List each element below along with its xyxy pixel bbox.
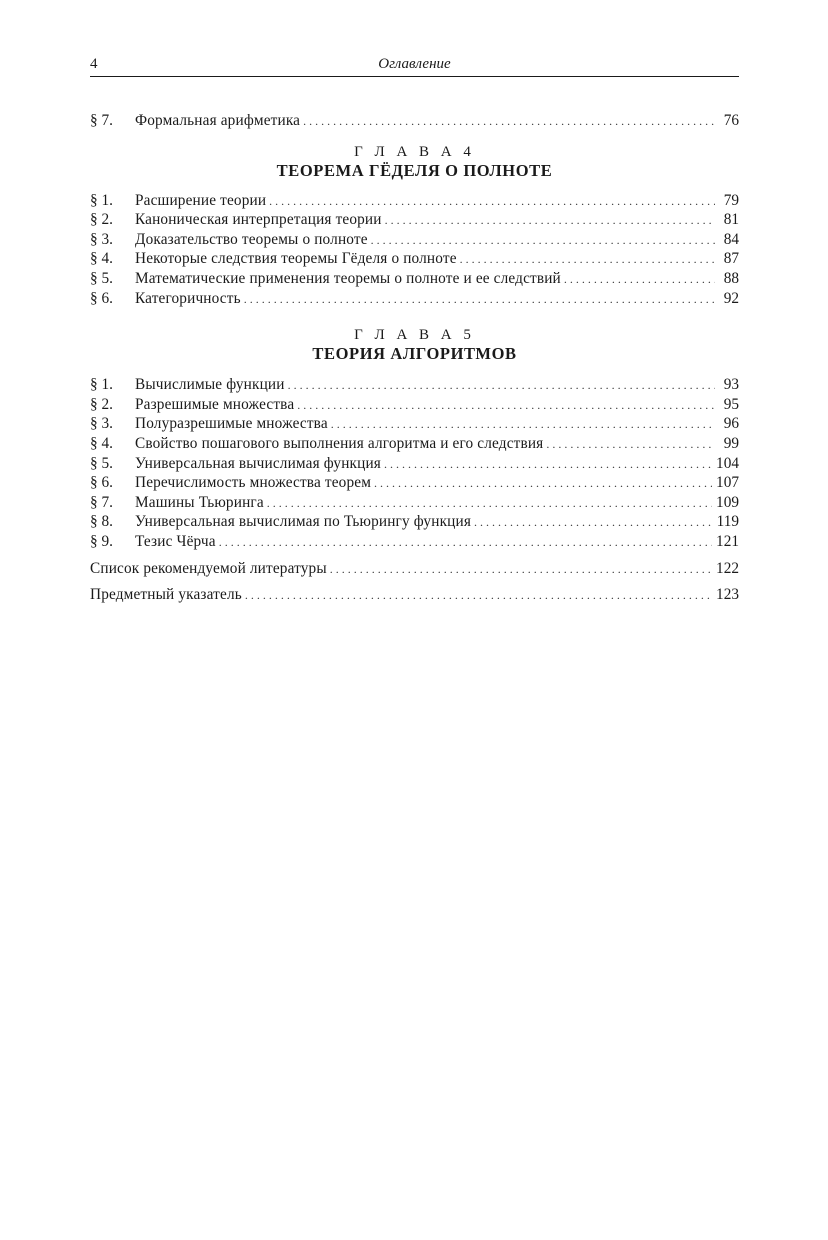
entry-page: 81 bbox=[723, 211, 739, 229]
toc-entry bbox=[90, 473, 739, 493]
entry-title: Математические применения теоремы о полноте и ее следствий bbox=[135, 269, 561, 287]
toc-entry bbox=[90, 454, 739, 474]
toc-entry bbox=[90, 191, 739, 211]
section-number: § 5. bbox=[90, 269, 113, 287]
entry-title: Универсальная вычислимая функция bbox=[135, 454, 381, 472]
dot-leader bbox=[384, 455, 712, 475]
toc-entry bbox=[90, 434, 739, 454]
entry-title: Некоторые следствия теоремы Гёделя о полноте bbox=[135, 250, 457, 268]
toc-entry bbox=[90, 512, 739, 532]
dot-leader bbox=[474, 513, 713, 533]
entry-page: 107 bbox=[716, 474, 739, 492]
running-head bbox=[90, 52, 739, 77]
toc-entry bbox=[90, 532, 739, 552]
dot-leader bbox=[245, 586, 712, 606]
toc-entry bbox=[90, 375, 739, 395]
entry-page: 96 bbox=[723, 415, 739, 433]
entry-title: Формальная арифметика bbox=[135, 112, 301, 129]
entry-page: 87 bbox=[723, 250, 739, 268]
entry-title: Список рекомендуемой литературы bbox=[90, 559, 327, 577]
section-number: § 7. bbox=[90, 493, 113, 511]
toc-entry-index bbox=[90, 585, 739, 605]
entry-title: Универсальная вычислимая по Тьюрингу функция bbox=[135, 513, 472, 531]
dot-leader bbox=[330, 560, 712, 580]
entry-page: 95 bbox=[723, 395, 739, 413]
chapter-4 bbox=[90, 143, 739, 309]
section-number: § 1. bbox=[90, 376, 113, 394]
dot-leader bbox=[297, 396, 715, 416]
entry-page: 122 bbox=[716, 559, 739, 577]
dot-leader bbox=[303, 112, 715, 132]
entry-page: 109 bbox=[716, 493, 739, 511]
dot-leader bbox=[219, 533, 712, 553]
entry-title: Полуразрешимые множества bbox=[135, 415, 328, 433]
dot-leader bbox=[460, 250, 715, 270]
toc-entry bbox=[90, 493, 739, 513]
entry-title: Перечислимость множества теорем bbox=[135, 474, 372, 492]
entry-page: 88 bbox=[723, 269, 739, 287]
dot-leader bbox=[564, 270, 715, 290]
entry-title: Предметный указатель bbox=[90, 586, 242, 604]
entry-page: 104 bbox=[716, 454, 739, 472]
section-number: § 6. bbox=[90, 474, 113, 492]
section-number: § 1. bbox=[90, 191, 113, 209]
page-number: 4 bbox=[90, 56, 98, 72]
toc-entry bbox=[90, 395, 739, 415]
section-number: § 5. bbox=[90, 454, 113, 472]
section-number: § 9. bbox=[90, 532, 113, 550]
entry-page: 121 bbox=[716, 532, 739, 550]
dot-leader bbox=[269, 192, 715, 212]
entry-page: 119 bbox=[716, 513, 739, 531]
chapter-label: Г Л А В А 5 bbox=[354, 327, 475, 344]
dot-leader bbox=[288, 376, 715, 396]
entry-title: Вычислимые функции bbox=[135, 376, 285, 394]
section-number: § 4. bbox=[90, 250, 113, 268]
toc-entry bbox=[90, 269, 739, 289]
toc-entry bbox=[90, 249, 739, 269]
section-number: § 7. bbox=[90, 112, 113, 129]
section-number: § 2. bbox=[90, 211, 113, 229]
section-number: § 2. bbox=[90, 395, 113, 413]
entry-page: 93 bbox=[723, 376, 739, 394]
toc-entry bbox=[90, 230, 739, 250]
entry-title: Тезис Чёрча bbox=[135, 532, 216, 550]
entry-page: 76 bbox=[723, 112, 739, 129]
entry-page: 84 bbox=[723, 230, 739, 248]
entry-title: Категоричность bbox=[135, 289, 241, 307]
entry-title: Доказательство теоремы о полноте bbox=[135, 230, 368, 248]
entry-title: Разрешимые множества bbox=[135, 395, 295, 413]
entry-title: Свойство пошагового выполнения алгоритма и его следствия bbox=[135, 434, 544, 452]
toc-page bbox=[90, 52, 739, 605]
toc-entry bbox=[90, 210, 739, 230]
entry-title: Расширение теории bbox=[135, 191, 267, 209]
chapter-5 bbox=[90, 326, 739, 551]
dot-leader bbox=[546, 435, 715, 455]
chapter-label: Г Л А В А 4 bbox=[354, 143, 475, 160]
toc-entry-bibliography bbox=[90, 559, 739, 579]
entry-page: 99 bbox=[723, 434, 739, 452]
toc-entry bbox=[90, 289, 739, 309]
toc-entry bbox=[90, 414, 739, 434]
section-number: § 3. bbox=[90, 230, 113, 248]
entry-page: 92 bbox=[723, 289, 739, 307]
entry-title: Каноническая интерпретация теории bbox=[135, 211, 382, 229]
dot-leader bbox=[244, 290, 715, 310]
entry-page: 123 bbox=[716, 586, 739, 604]
section-number: § 3. bbox=[90, 415, 113, 433]
toc-entry bbox=[90, 111, 739, 131]
dot-leader bbox=[374, 474, 712, 494]
entry-page: 79 bbox=[723, 191, 739, 209]
running-head-title: Оглавление bbox=[378, 56, 451, 72]
section-number: § 8. bbox=[90, 513, 113, 531]
dot-leader bbox=[331, 415, 715, 435]
section-number: § 4. bbox=[90, 434, 113, 452]
section-number: § 6. bbox=[90, 289, 113, 307]
chapter-title: ТЕОРИЯ АЛГОРИТМОВ bbox=[312, 344, 517, 364]
dot-leader bbox=[371, 231, 715, 251]
entry-title: Машины Тьюринга bbox=[135, 493, 264, 511]
dot-leader bbox=[267, 494, 712, 514]
dot-leader bbox=[385, 211, 715, 231]
chapter-title: ТЕОРЕМА ГЁДЕЛЯ О ПОЛНОТЕ bbox=[276, 160, 553, 180]
